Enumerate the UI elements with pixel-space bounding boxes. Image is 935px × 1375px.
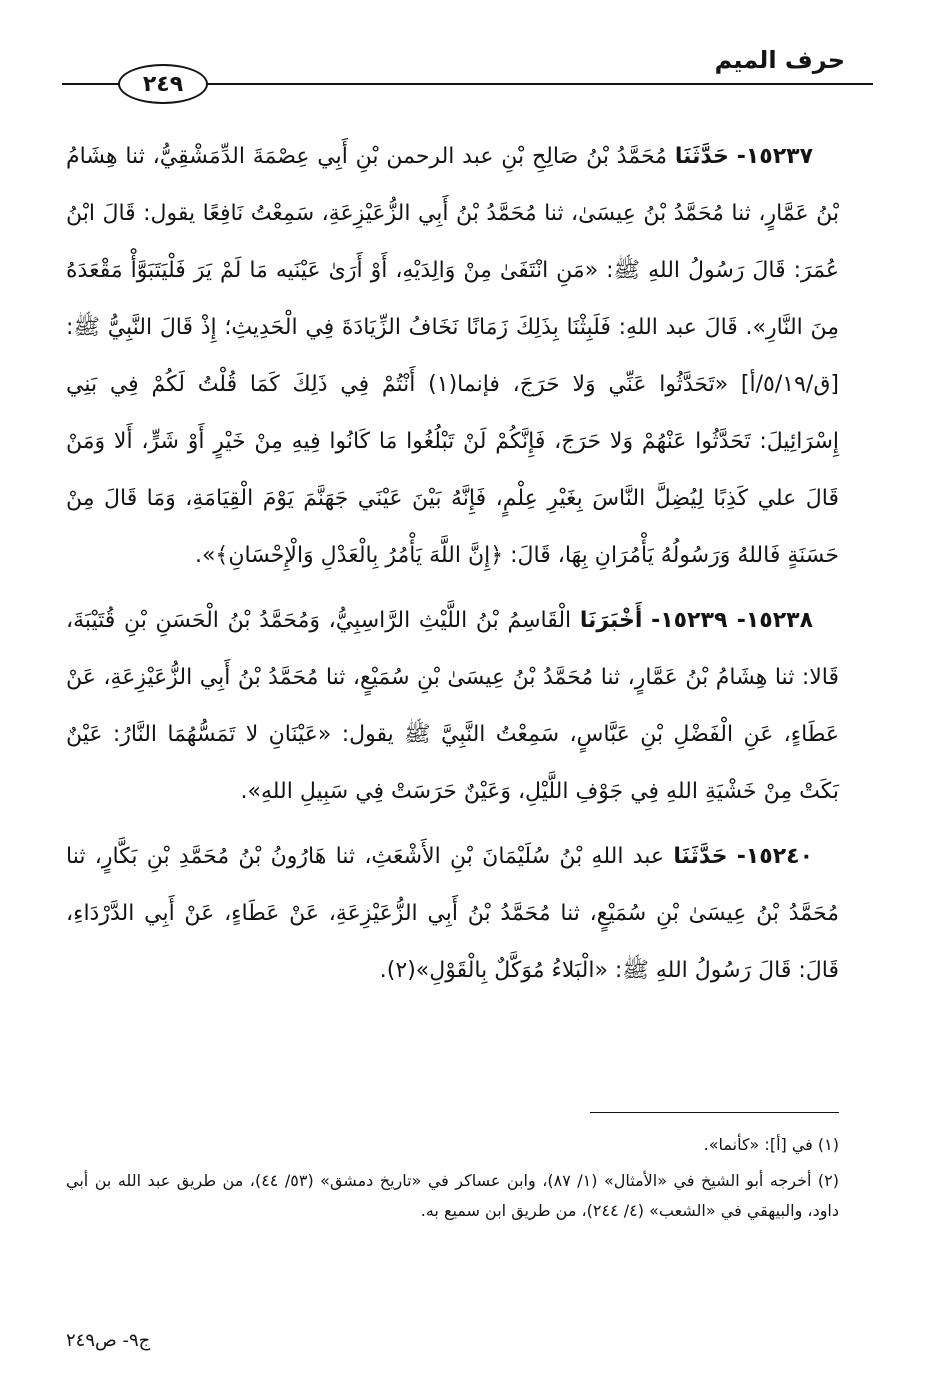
hadith-paragraph — [66, 828, 839, 999]
hadith-text: الْقَاسِمُ بْنُ اللَّيْثِ الرَّاسِبِيُّ، وَمُحَمَّدُ بْنُ الْحَسَنِ بْنِ قُتَيْبَةَ، قَالا: ثنا هِشَامُ بْنُ عَمَّارٍ، ثنا مُحَمَّدُ بْنُ عِيسَىٰ بْنِ سُمَيْعٍ، ثنا مُحَمَّدُ بْنُ أَبِي الزُّعَيْزِعَةِ، عَنْ عَطَاءٍ، عَنِ الْفَضْلِ بْنِ عَبَّاسٍ، سَمِعْتُ النَّبِيَّ ﷺ يقول: «عَيْنَانِ لا تَمَسُّهُمَا النَّارُ: عَيْنٌ بَكَتْ مِنْ خَشْيَةِ اللهِ فِي جَوْفِ اللَّيْلِ، وَعَيْنٌ حَرَسَتْ فِي سَبِيلِ اللهِ». — [66, 608, 839, 804]
hadith-number: ١٥٢٣٨- ١٥٢٣٩- — [651, 608, 813, 633]
hadith-paragraph — [66, 592, 839, 820]
hadith-number: ١٥٢٤٠- — [736, 844, 814, 869]
hadith-text: مُحَمَّدُ بْنُ صَالِحِ بْنِ عبد الرحمن بْنِ أَبِي عِصْمَةَ الدِّمَشْقِيُّ، ثنا هِشَامُ بْنُ عَمَّارٍ، ثنا مُحَمَّدُ بْنُ عِيسَىٰ، ثنا مُحَمَّدُ بْنُ أَبِي الزُّعَيْزِعَةِ، سَمِعْتُ نَافِعًا يقول: قَالَ ابْنُ عُمَرَ: قَالَ رَسُولُ اللهِ ﷺ: «مَنِ انْتَفَىٰ مِنْ وَالِدَيْهِ، أَوْ أَرَىٰ عَيْنَيه مَا لَمْ يَرَ فَلْيَتَبَوَّأْ مَقْعَدَهُ مِنَ النَّارِ». قَالَ عبد اللهِ: فَلَبِثْنَا بِذَلِكَ زَمَانًا نَخَافُ الزِّيَادَةَ فِي الْحَدِيثِ؛ إِذْ قَالَ النَّبِيُّ ﷺ: [ق/٥/١٩/أ] «تَحَدَّثُوا عَنِّي وَلا حَرَجَ، فإنما(١) أَنْتُمْ فِي ذَلِكَ كَمَا قُلْتُ لَكُمْ فِي بَنِي إِسْرَائِيلَ: تَحَدَّثُوا عَنْهُمْ وَلا حَرَجَ، فَإِنَّكُمْ لَنْ تَبْلُغُوا مَا كَانُوا فِيهِ مِنْ خَيْرٍ أَوْ شَرٍّ، أَلا وَمَنْ قَالَ علي كَذِبًا لِيُضِلَّ النَّاسَ بِغَيْرِ عِلْمٍ، فَإِنَّهُ بَيْنَ عَيْنَي جَهَنَّمَ يَوْمَ الْقِيَامَةِ، وَمَا قَالَ مِنْ حَسَنَةٍ فَاللهُ وَرَسُولُهُ يَأْمُرَانِ بِهَا، قَالَ: ﴿إِنَّ اللَّهَ يَأْمُرُ بِالْعَدْلِ وَالْإِحْسَانِ﴾». — [66, 144, 839, 568]
hadith-number: ١٥٢٣٧- — [736, 144, 813, 169]
main-text — [66, 128, 839, 999]
hadith-lead-word: حَدَّثَنَا — [674, 144, 729, 169]
running-head: حرف الميم — [714, 46, 845, 74]
footnote: (٢) أخرجه أبو الشيخ في «الأمثال» (١/ ٨٧)، وابن عساكر في «تاريخ دمشق» (٥٣/ ٤٤)، من طريق عبد الله بن أبي داود، والبيهقي في «الشعب» (٤/ ٢٤٤)، من طريق ابن سميع به. — [66, 1171, 840, 1220]
footnotes — [66, 1130, 839, 1232]
page-number: ٢٤٩ — [118, 64, 208, 104]
footnote: (١) في [أ]: «كأنما». — [703, 1135, 839, 1154]
hadith-text: عبد اللهِ بْنُ سُلَيْمَانَ بْنِ الأَشْعَثِ، ثنا هَارُونُ بْنُ مُحَمَّدِ بْنِ بَكَّارٍ، ثنا مُحَمَّدُ بْنُ عِيسَىٰ بْنِ سُمَيْعٍ، ثنا مُحَمَّدُ بْنُ أَبِي الزُّعَيْزِعَةِ، عَنْ عَطَاءٍ، عَنْ أَبِي الدَّرْدَاءِ، قَالَ: قَالَ رَسُولُ اللهِ ﷺ: «الْبَلاءُ مُوَكَّلٌ بِالْقَوْلِ»(٢). — [66, 844, 839, 983]
footnote-rule — [590, 1112, 839, 1113]
hadith-paragraph — [66, 128, 839, 584]
hadith-lead-word: أَخْبَرَنَا — [579, 608, 643, 633]
hadith-lead-word: حَدَّثَنَا — [673, 844, 728, 869]
printer-signature: ج٩- ص٢٤٩ — [66, 1330, 151, 1351]
